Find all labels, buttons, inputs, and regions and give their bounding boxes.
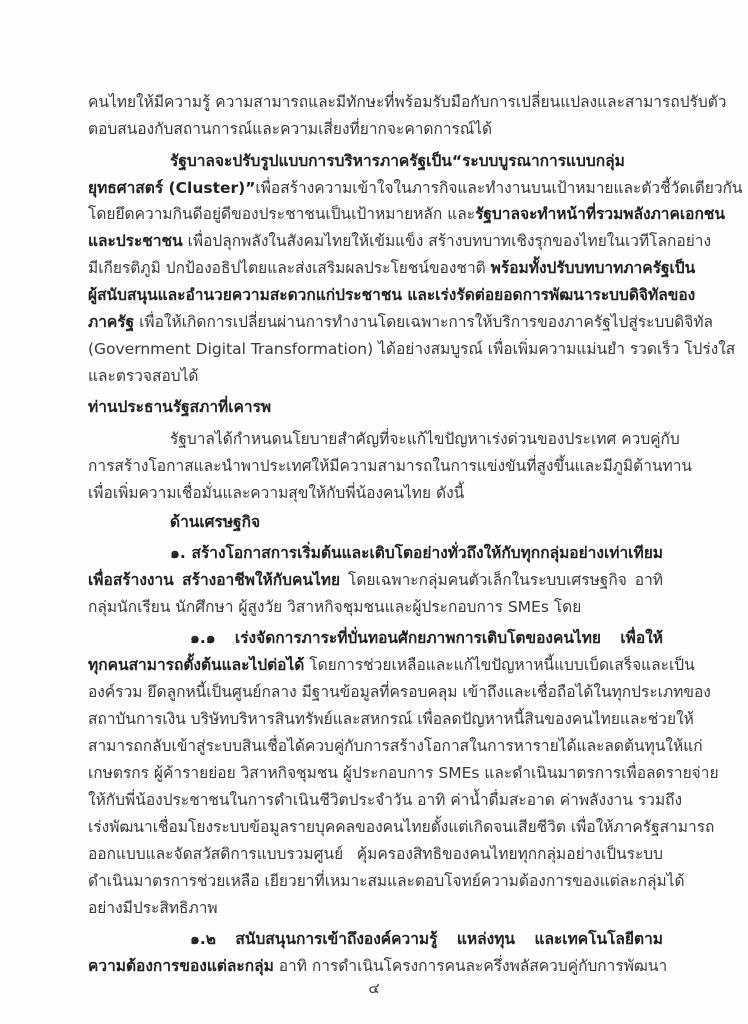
text-line <box>88 483 663 503</box>
body-text: ให้กับพี่น้องประชาชนในการดำเนินชีวิตประจำวัน อาทิ ค่าน้ำดื่มสะอาด ค่าพลังงาน รวมถึง <box>88 791 683 809</box>
body-text: โดยการช่วยเหลือและแก้ไขปัญหาหนี้แบบเบ็ดเสร็จและเป็น <box>304 656 695 674</box>
bold-text: เพื่อสร้างงาน สร้างอาชีพให้กับคนไทย <box>88 571 341 589</box>
body-text: (Government Digital Transformation) ได้อย่างสมบูรณ์ เพื่อเพิ่มความแม่นยำ รวดเร็ว โปร่งใส <box>88 340 736 358</box>
body-text: ดำเนินมาตรการช่วยเหลือ เยียวยาที่เหมาะสมและตอบโจทย์ความต้องการของแต่ละกลุ่มได้ <box>88 872 685 890</box>
text-line <box>88 871 685 891</box>
body-text: มีเกียรติภูมิ ปกป้องอธิปไตยและส่งเสริมผลประโยชน์ของชาติ <box>88 259 491 277</box>
text-line <box>88 570 663 590</box>
text-line <box>88 790 683 810</box>
text-line <box>88 339 736 359</box>
bold-text: ๑. สร้างโอกาสการเริ่มต้นและเติบโตอย่างทั่วถึงให้กับทุกกลุ่มอย่างเท่าเทียม <box>170 544 663 562</box>
body-text: และตรวจสอบได้ <box>88 367 199 385</box>
bold-text: ผู้สนับสนุนและอำนวยความสะดวกแก่ประชาชน และเร่งรัดต่อยอดการพัฒนาระบบดิจิทัลของ <box>88 286 696 304</box>
body-text: ออกแบบและจัดสวัสดิการแบบรวมศูนย์ คุ้มครองสิทธิของคนไทยทุกกลุ่มอย่างเป็นระบบ <box>88 845 663 863</box>
body-text: การสร้างโอกาสและนำพาประเทศให้มีความสามารถในการแข่งขันที่สูงขึ้นและมีภูมิต้านทาน <box>88 457 693 475</box>
text-line <box>88 844 663 864</box>
text-line <box>88 456 693 476</box>
text-line <box>170 512 663 532</box>
body-text: อาทิ การดำเนินโครงการคนละครึ่งพลัสควบคู่กับการพัฒนา <box>273 957 668 975</box>
text-line <box>190 628 663 648</box>
text-line <box>88 178 743 198</box>
text-line <box>88 204 725 224</box>
body-text: เพื่อปลุกพลังในสังคมไทยให้เข้มแข็ง สร้างบทบาทเชิงรุกของไทยในเวทีโลกอย่าง <box>182 232 712 250</box>
body-text: เกษตรกร ผู้ค้ารายย่อย วิสาหกิจชุมชน ผู้ประกอบการ SMEs และดำเนินมาตรการเพื่อลดรายจ่าย <box>88 764 719 782</box>
bold-text: และประชาชน <box>88 232 183 250</box>
text-line <box>88 312 714 332</box>
text-line <box>88 898 663 918</box>
text-line <box>88 285 696 305</box>
body-text: เร่งพัฒนาเชื่อมโยงระบบข้อมูลรายบุคคลของคนไทยตั้งแต่เกิดจนเสียชีวิต เพื่อให้ภาครัฐสามารถ <box>88 818 715 836</box>
text-line <box>88 763 719 783</box>
page-number: ๔ <box>368 979 380 997</box>
body-text: กลุ่มนักเรียน นักศึกษา ผู้สูงวัย วิสาหกิจชุมชนและผู้ประกอบการ SMEs โดย <box>88 598 582 616</box>
bold-text: ๑.๑ เร่งจัดการภาระที่บั่นทอนศักยภาพการเติบโตของคนไทย เพื่อให้ <box>190 629 663 647</box>
text-line <box>88 736 703 756</box>
bold-text: รัฐบาลจะทำหน้าที่รวมพลังภาคเอกชน <box>475 205 725 223</box>
text-line <box>88 817 715 837</box>
text-line <box>88 597 663 617</box>
text-line <box>88 258 696 278</box>
body-text: คนไทยให้มีความรู้ ความสามารถและมีทักษะที่พร้อมรับมือกับการเปลี่ยนแปลงและสามารถปรับตัว <box>88 93 727 111</box>
text-line <box>88 366 663 386</box>
bold-text: ท่านประธานรัฐสภาที่เคารพ <box>88 398 272 416</box>
body-text: เพื่อเพิ่มความเชื่อมั่นและความสุขให้กับพี่น้องคนไทย ดังนี้ <box>88 484 465 502</box>
text-line <box>88 231 712 251</box>
bold-text: ยุทธศาสตร์ (Cluster)” <box>88 179 256 197</box>
text-line <box>88 709 694 729</box>
body-text: ตอบสนองกับสถานการณ์และความเสี่ยงที่ยากจะคาดการณ์ได้ <box>88 120 493 138</box>
bold-text: ภาครัฐ <box>88 313 135 331</box>
text-line <box>88 956 668 976</box>
body-text: สามารถกลับเข้าสู่ระบบสินเชื่อได้ควบคู่กับการสร้างโอกาสในการหารายได้และลดต้นทุนให้แก่ <box>88 737 703 755</box>
text-line <box>170 543 663 563</box>
text-line <box>170 151 663 171</box>
bold-text: พร้อมทั้งปรับบทบาทภาครัฐเป็น <box>490 259 696 277</box>
body-text: โดยเฉพาะกลุ่มคนตัวเล็กในระบบเศรษฐกิจ อาทิ <box>340 571 663 589</box>
bold-text: ๑.๒ สนับสนุนการเข้าถึงองค์ความรู้ แหล่งทุน และเทคโนโลยีตาม <box>190 930 663 948</box>
bold-text: ทุกคนสามารถตั้งต้นและไปต่อได้ <box>88 656 305 674</box>
text-line <box>88 397 663 417</box>
text-line <box>88 119 663 139</box>
text-line <box>88 682 711 702</box>
text-line <box>190 929 663 949</box>
body-text: เพื่อให้เกิดการเปลี่ยนผ่านการทำงานโดยเฉพาะการให้บริการของภาครัฐไปสู่ระบบดิจิทัล <box>134 313 714 331</box>
text-line <box>170 429 680 449</box>
body-text: สถาบันการเงิน บริษัทบริหารสินทรัพย์และสหกรณ์ เพื่อลดปัญหาหนี้สินของคนไทยและช่วยให้ <box>88 710 694 728</box>
body-text: เพื่อสร้างความเข้าใจในภารกิจและทำงานบนเป้าหมายและตัวชี้วัดเดียวกัน <box>255 179 743 197</box>
body-text: อย่างมีประสิทธิภาพ <box>88 899 218 917</box>
body-text: รัฐบาลได้กำหนดนโยบายสำคัญที่จะแก้ไขปัญหาเร่งด่วนของประเทศ ควบคู่กับ <box>170 430 680 448</box>
text-line <box>88 92 727 112</box>
bold-text: รัฐบาลจะปรับรูปแบบการบริหารภาครัฐเป็น“ระบบบูรณาการแบบกลุ่ม <box>170 152 625 170</box>
body-text: องค์รวม ยึดลูกหนี้เป็นศูนย์กลาง มีฐานข้อมูลที่ครอบคลุม เข้าถึงและเชื่อถือได้ในทุกประเภทของ <box>88 683 711 701</box>
body-text: โดยยึดความกินดีอยู่ดีของประชาชนเป็นเป้าหมายหลัก และ <box>88 205 476 223</box>
bold-text: ความต้องการของแต่ละกลุ่ม <box>88 957 274 975</box>
bold-text: ด้านเศรษฐกิจ <box>170 513 261 531</box>
text-line <box>88 655 695 675</box>
